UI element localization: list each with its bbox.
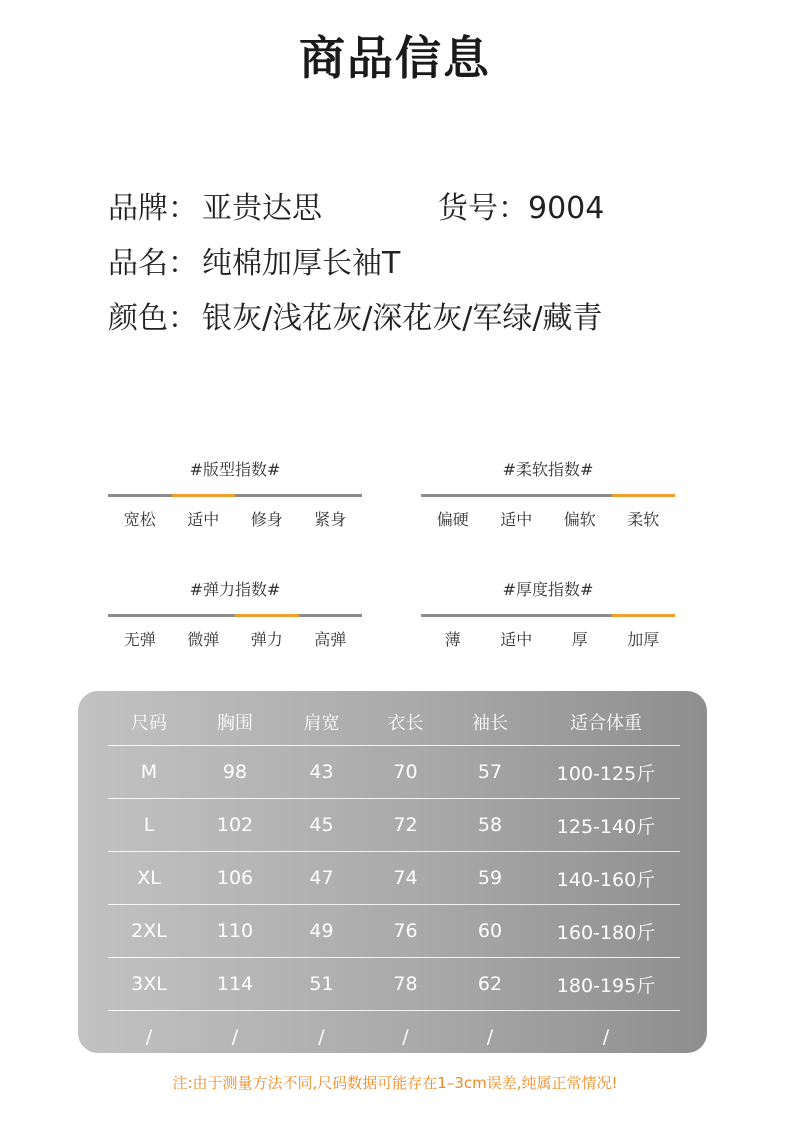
thickness-index [421, 578, 675, 650]
table-cell: 60 [448, 905, 532, 958]
softness-index-bar [421, 494, 675, 497]
table-row [108, 852, 680, 905]
color-value: 银灰/浅花灰/深花灰/军绿/藏青 [202, 301, 603, 336]
sku-value: 9004 [528, 191, 605, 226]
header-chest: 胸围 [190, 699, 280, 746]
table-cell: / [402, 1026, 409, 1048]
table-cell: 180-195斤 [532, 958, 680, 1011]
fit-index [108, 458, 362, 530]
table-cell: 110 [190, 905, 280, 958]
elasticity-option: 弹力 [250, 630, 283, 649]
elasticity-index-bar [108, 614, 362, 617]
table-cell: 76 [363, 905, 448, 958]
elasticity-index [108, 578, 362, 650]
table-row [108, 905, 680, 958]
table-cell: 45 [280, 799, 363, 852]
color-label: 颜色： [108, 301, 198, 336]
table-cell: / [231, 1026, 239, 1048]
measurement-note: 注:由于测量方法不同,尺码数据可能存在1–3cm误差,纯属正常情况! [172, 1074, 618, 1092]
table-cell: 140-160斤 [532, 852, 680, 905]
header-sleeve: 袖长 [448, 699, 532, 746]
table-cell: / [486, 1026, 494, 1048]
table-cell: 59 [448, 852, 532, 905]
softness-index-title: #柔软指数# [502, 460, 594, 479]
product-name-label: 品名： [108, 246, 198, 281]
fit-option: 修身 [250, 510, 283, 529]
page-title: 商品信息 [299, 31, 491, 85]
table-cell: 3XL [108, 958, 190, 1011]
table-row [108, 746, 680, 799]
table-cell: L [108, 799, 190, 852]
table-cell: / [145, 1026, 153, 1048]
table-cell: / [318, 1026, 325, 1048]
table-cell: 102 [190, 799, 280, 852]
table-cell: 100-125斤 [532, 746, 680, 799]
table-cell: 2XL [108, 905, 190, 958]
header-weight: 适合体重 [532, 699, 680, 746]
size-chart [78, 691, 707, 1053]
product-name-line [108, 238, 400, 282]
thickness-index-marker [612, 614, 676, 617]
size-table [108, 699, 680, 1063]
sku-label: 货号： [438, 191, 528, 226]
header-length: 衣长 [363, 699, 448, 746]
table-cell: XL [108, 852, 190, 905]
thickness-index-bar [421, 614, 675, 617]
table-cell: / [602, 1026, 610, 1048]
thickness-option: 厚 [571, 630, 588, 649]
brand-label: 品牌： [108, 191, 198, 226]
fit-option: 宽松 [123, 510, 156, 529]
table-cell: 98 [190, 746, 280, 799]
thickness-option: 加厚 [627, 630, 660, 649]
table-cell: 74 [363, 852, 448, 905]
table-row [108, 799, 680, 852]
elasticity-index-marker [235, 614, 299, 617]
size-table-header [108, 699, 680, 746]
table-row [108, 1011, 680, 1064]
fit-option: 适中 [187, 510, 220, 529]
product-name-value: 纯棉加厚长袖T [202, 246, 401, 281]
table-cell: 62 [448, 958, 532, 1011]
elasticity-option: 无弹 [123, 630, 156, 649]
softness-option: 柔软 [627, 510, 660, 529]
softness-index-marker [612, 494, 676, 497]
softness-option: 适中 [500, 510, 533, 529]
header-size: 尺码 [108, 699, 190, 746]
thickness-option: 薄 [444, 630, 461, 649]
elasticity-option: 高弹 [314, 630, 347, 649]
table-cell: 49 [280, 905, 363, 958]
table-cell: 47 [280, 852, 363, 905]
table-row [108, 958, 680, 1011]
sku-line [438, 183, 604, 227]
fit-index-bar [108, 494, 362, 497]
fit-index-title: #版型指数# [189, 460, 281, 479]
softness-option: 偏硬 [436, 510, 469, 529]
elasticity-index-title: #弹力指数# [189, 580, 281, 599]
thickness-option: 适中 [500, 630, 533, 649]
elasticity-option: 微弹 [187, 630, 220, 649]
softness-index [421, 458, 675, 530]
table-cell: 51 [280, 958, 363, 1011]
color-line [108, 293, 602, 337]
table-cell: 70 [363, 746, 448, 799]
fit-option: 紧身 [314, 510, 347, 529]
brand-line [108, 183, 322, 227]
table-cell: 125-140斤 [532, 799, 680, 852]
table-cell: 160-180斤 [532, 905, 680, 958]
table-cell: 106 [190, 852, 280, 905]
table-cell: 114 [190, 958, 280, 1011]
table-cell: 78 [363, 958, 448, 1011]
table-cell: 43 [280, 746, 363, 799]
fit-index-marker [172, 494, 236, 497]
table-cell: 58 [448, 799, 532, 852]
table-cell: 57 [448, 746, 532, 799]
thickness-index-title: #厚度指数# [502, 580, 594, 599]
table-cell: M [108, 746, 190, 799]
table-cell: 72 [363, 799, 448, 852]
header-shoulder: 肩宽 [280, 699, 363, 746]
softness-option: 偏软 [563, 510, 596, 529]
brand-value: 亚贵达思 [202, 191, 322, 226]
